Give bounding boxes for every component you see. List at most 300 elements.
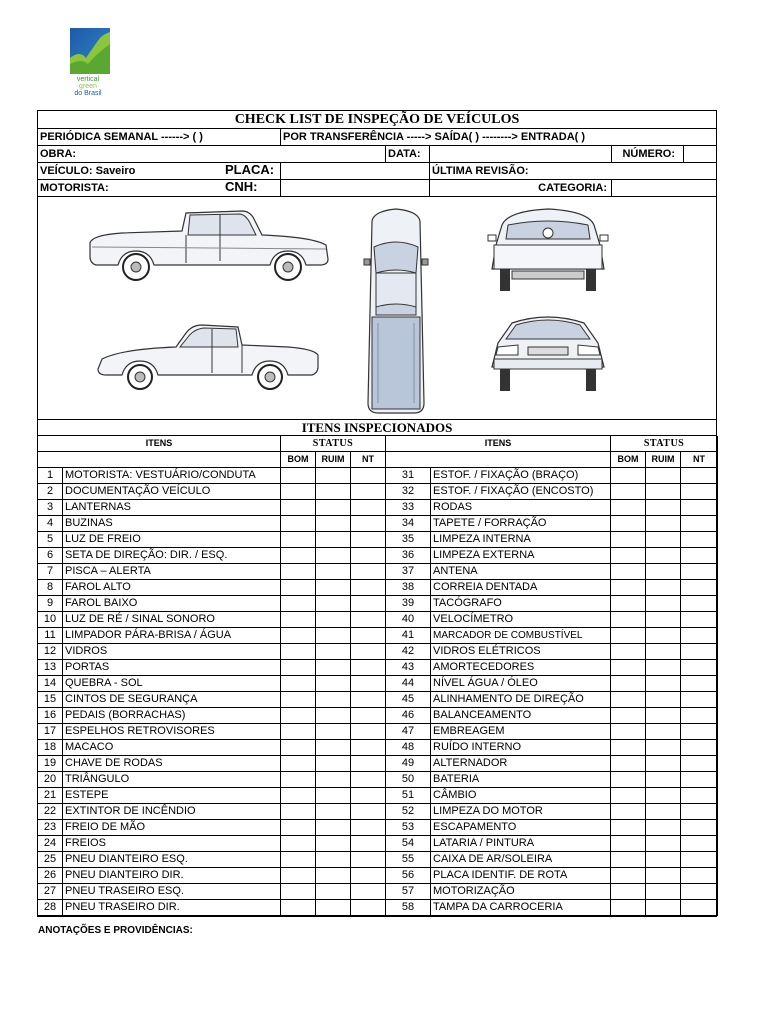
status-bom-checkbox[interactable] [611,756,646,772]
status-nt-checkbox[interactable] [681,708,718,724]
item-label: LUZ DE FREIO [63,532,281,548]
status-ruim-checkbox[interactable] [646,516,681,532]
status-ruim-checkbox[interactable] [646,788,681,804]
item-number: 16 [38,708,63,724]
item-number: 56 [386,868,431,884]
item-number: 44 [386,676,431,692]
company-logo [60,26,116,102]
categoria-field[interactable] [612,180,716,196]
status-ruim-checkbox[interactable] [646,900,681,916]
status-nt-checkbox[interactable] [351,884,386,900]
status-ruim-checkbox[interactable] [316,836,351,852]
status-bom-checkbox[interactable] [281,788,316,804]
status-nt-checkbox[interactable] [681,820,718,836]
obra-field[interactable]: OBRA: [38,146,386,162]
status-nt-checkbox[interactable] [681,740,718,756]
item-number: 41 [386,628,431,644]
status-ruim-checkbox[interactable] [646,836,681,852]
status-ruim-checkbox[interactable] [646,676,681,692]
status-ruim-checkbox[interactable] [316,644,351,660]
col-nt-left: NT [351,452,386,468]
status-nt-checkbox[interactable] [681,484,718,500]
status-nt-checkbox[interactable] [681,564,718,580]
item-number: 38 [386,580,431,596]
item-number: 31 [386,468,431,484]
table-row [38,676,718,692]
status-ruim-checkbox[interactable] [646,868,681,884]
item-label: MOTORIZAÇÃO [431,884,611,900]
motorista-field: MOTORISTA: [40,182,109,194]
vehicle-diagrams [38,197,716,420]
item-number: 3 [38,500,63,516]
status-ruim-checkbox[interactable] [646,596,681,612]
status-nt-checkbox[interactable] [681,836,718,852]
status-bom-checkbox[interactable] [611,836,646,852]
item-number: 28 [38,900,63,916]
item-label: CINTOS DE SEGURANÇA [63,692,281,708]
table-row [38,564,718,580]
item-label: ESTOF. / FIXAÇÃO (ENCOSTO) [431,484,611,500]
status-bom-checkbox[interactable] [611,788,646,804]
status-nt-checkbox[interactable] [681,692,718,708]
item-number: 14 [38,676,63,692]
items-section-title: ITENS INSPECIONADOS [38,420,716,436]
item-number: 39 [386,596,431,612]
item-number: 50 [386,772,431,788]
item-label: MARCADOR DE COMBUSTÍVEL [431,628,611,644]
item-label: LIMPEZA DO MOTOR [431,804,611,820]
status-ruim-checkbox[interactable] [316,740,351,756]
status-bom-checkbox[interactable] [611,692,646,708]
status-bom-checkbox[interactable] [611,708,646,724]
vehicle-rear-view-icon [478,205,618,295]
item-label: VIDROS [63,644,281,660]
status-ruim-checkbox[interactable] [646,644,681,660]
table-row [38,900,718,916]
status-nt-checkbox[interactable] [681,772,718,788]
col-ruim-left: RUIM [316,452,351,468]
item-label: AMORTECEDORES [431,660,611,676]
status-bom-checkbox[interactable] [281,900,316,916]
status-nt-checkbox[interactable] [681,644,718,660]
item-number: 51 [386,788,431,804]
status-bom-checkbox[interactable] [281,500,316,516]
item-number: 36 [386,548,431,564]
status-ruim-checkbox[interactable] [646,852,681,868]
item-number: 58 [386,900,431,916]
status-nt-checkbox[interactable] [351,820,386,836]
status-nt-checkbox[interactable] [351,676,386,692]
status-nt-checkbox[interactable] [351,484,386,500]
status-nt-checkbox[interactable] [351,740,386,756]
item-number: 10 [38,612,63,628]
status-ruim-checkbox[interactable] [316,596,351,612]
item-number: 53 [386,820,431,836]
status-nt-checkbox[interactable] [681,500,718,516]
cnh-label: CNH: [223,180,281,196]
status-nt-checkbox[interactable] [681,788,718,804]
status-nt-checkbox[interactable] [681,596,718,612]
table-row [38,516,718,532]
status-nt-checkbox[interactable] [681,628,718,644]
status-bom-checkbox[interactable] [611,884,646,900]
status-ruim-checkbox[interactable] [646,820,681,836]
status-ruim-checkbox[interactable] [646,548,681,564]
table-row [38,484,718,500]
status-ruim-checkbox[interactable] [316,884,351,900]
status-nt-checkbox[interactable] [681,516,718,532]
item-label: ESCAPAMENTO [431,820,611,836]
status-bom-checkbox[interactable] [281,628,316,644]
table-row [38,756,718,772]
placa-field[interactable] [281,163,430,179]
status-bom-checkbox[interactable] [611,772,646,788]
status-ruim-checkbox[interactable] [646,660,681,676]
table-row [38,868,718,884]
table-row [38,724,718,740]
checklist-form [37,110,717,917]
item-label: EMBREAGEM [431,724,611,740]
status-bom-checkbox[interactable] [611,900,646,916]
status-bom-checkbox[interactable] [611,660,646,676]
status-ruim-checkbox[interactable] [316,900,351,916]
table-row [38,644,718,660]
status-ruim-checkbox[interactable] [316,804,351,820]
item-label: FAROL BAIXO [63,596,281,612]
status-nt-checkbox[interactable] [681,676,718,692]
item-label: CORREIA DENTADA [431,580,611,596]
status-bom-checkbox[interactable] [611,548,646,564]
item-number: 54 [386,836,431,852]
status-nt-checkbox[interactable] [351,644,386,660]
status-nt-checkbox[interactable] [351,516,386,532]
col-itens-right: ITENS [386,436,611,452]
status-ruim-checkbox[interactable] [316,548,351,564]
status-nt-checkbox[interactable] [351,692,386,708]
item-label: CÂMBIO [431,788,611,804]
item-number: 42 [386,644,431,660]
item-label: RUÍDO INTERNO [431,740,611,756]
col-itens-left: ITENS [38,436,281,452]
item-label: PNEU DIANTEIRO ESQ. [63,852,281,868]
item-number: 19 [38,756,63,772]
status-ruim-checkbox[interactable] [646,804,681,820]
data-field[interactable] [430,146,612,162]
status-nt-checkbox[interactable] [351,564,386,580]
status-nt-checkbox[interactable] [681,900,718,916]
table-row [38,612,718,628]
status-nt-checkbox[interactable] [681,612,718,628]
numero-field[interactable] [684,146,716,162]
item-label: BUZINAS [63,516,281,532]
status-bom-checkbox[interactable] [281,676,316,692]
item-label: RODAS [431,500,611,516]
item-label: PEDAIS (BORRACHAS) [63,708,281,724]
notes-label: ANOTAÇÕES E PROVIDÊNCIAS: [38,925,193,936]
status-nt-checkbox[interactable] [351,500,386,516]
item-label: ESTOF. / FIXAÇÃO (BRAÇO) [431,468,611,484]
header-row-4 [38,180,716,197]
header-row-1 [38,129,716,146]
status-nt-checkbox[interactable] [681,724,718,740]
cnh-field[interactable] [281,180,430,196]
status-nt-checkbox[interactable] [351,708,386,724]
status-bom-checkbox[interactable] [611,804,646,820]
table-header-row-2 [38,452,718,468]
item-number: 32 [386,484,431,500]
placa-label: PLACA: [223,163,281,179]
item-label: ALINHAMENTO DE DIREÇÃO [431,692,611,708]
status-nt-checkbox[interactable] [681,468,718,484]
status-ruim-checkbox[interactable] [646,468,681,484]
table-header-row-1 [38,436,718,452]
status-bom-checkbox[interactable] [281,532,316,548]
status-nt-checkbox[interactable] [351,836,386,852]
item-number: 49 [386,756,431,772]
status-bom-checkbox[interactable] [611,724,646,740]
status-bom-checkbox[interactable] [281,660,316,676]
status-ruim-checkbox[interactable] [316,772,351,788]
status-ruim-checkbox[interactable] [646,628,681,644]
status-ruim-checkbox[interactable] [646,532,681,548]
status-bom-checkbox[interactable] [281,564,316,580]
status-bom-checkbox[interactable] [281,724,316,740]
status-ruim-checkbox[interactable] [646,500,681,516]
table-row [38,836,718,852]
table-row [38,884,718,900]
status-ruim-checkbox[interactable] [316,484,351,500]
status-bom-checkbox[interactable] [611,516,646,532]
status-bom-checkbox[interactable] [281,612,316,628]
item-label: MOTORISTA: VESTUÁRIO/CONDUTA [63,468,281,484]
item-label: FREIOS [63,836,281,852]
status-bom-checkbox[interactable] [611,596,646,612]
header-row-2 [38,146,716,163]
status-bom-checkbox[interactable] [281,804,316,820]
status-bom-checkbox[interactable] [281,692,316,708]
item-label: FAROL ALTO [63,580,281,596]
item-number: 40 [386,612,431,628]
status-bom-checkbox[interactable] [611,532,646,548]
status-nt-checkbox[interactable] [351,580,386,596]
empty-cell [386,452,611,468]
status-nt-checkbox[interactable] [351,548,386,564]
item-number: 7 [38,564,63,580]
status-bom-checkbox[interactable] [281,644,316,660]
status-ruim-checkbox[interactable] [316,820,351,836]
item-number: 11 [38,628,63,644]
status-bom-checkbox[interactable] [281,516,316,532]
status-nt-checkbox[interactable] [351,532,386,548]
numero-label: NÚMERO: [612,146,684,162]
status-ruim-checkbox[interactable] [646,724,681,740]
status-bom-checkbox[interactable] [281,868,316,884]
table-row [38,820,718,836]
status-nt-checkbox[interactable] [351,724,386,740]
item-number: 23 [38,820,63,836]
vehicle-side-view-left-icon [82,205,332,285]
item-label: ALTERNADOR [431,756,611,772]
status-ruim-checkbox[interactable] [316,500,351,516]
status-ruim-checkbox[interactable] [316,612,351,628]
status-nt-checkbox[interactable] [681,884,718,900]
status-bom-checkbox[interactable] [281,852,316,868]
item-label: ESPELHOS RETROVISORES [63,724,281,740]
status-bom-checkbox[interactable] [611,852,646,868]
status-bom-checkbox[interactable] [281,484,316,500]
item-number: 47 [386,724,431,740]
status-bom-checkbox[interactable] [281,884,316,900]
status-bom-checkbox[interactable] [281,756,316,772]
periodica-field[interactable]: PERIÓDICA SEMANAL ------> ( ) [38,129,281,145]
item-number: 9 [38,596,63,612]
vehicle-side-view-right-icon [92,315,322,395]
status-ruim-checkbox[interactable] [316,516,351,532]
table-row [38,692,718,708]
status-bom-checkbox[interactable] [281,548,316,564]
status-nt-checkbox[interactable] [351,660,386,676]
veiculo-field: VEÍCULO: Saveiro [40,165,136,177]
status-nt-checkbox[interactable] [681,756,718,772]
status-ruim-checkbox[interactable] [316,660,351,676]
item-number: 37 [386,564,431,580]
item-label: DOCUMENTAÇÃO VEÍCULO [63,484,281,500]
status-ruim-checkbox[interactable] [316,756,351,772]
status-ruim-checkbox[interactable] [316,868,351,884]
status-ruim-checkbox[interactable] [646,772,681,788]
status-ruim-checkbox[interactable] [646,580,681,596]
status-bom-checkbox[interactable] [611,580,646,596]
status-ruim-checkbox[interactable] [316,468,351,484]
status-nt-checkbox[interactable] [351,804,386,820]
status-ruim-checkbox[interactable] [316,708,351,724]
status-bom-checkbox[interactable] [611,644,646,660]
status-ruim-checkbox[interactable] [316,564,351,580]
status-ruim-checkbox[interactable] [646,756,681,772]
item-number: 34 [386,516,431,532]
status-ruim-checkbox[interactable] [646,484,681,500]
table-row [38,660,718,676]
table-row [38,772,718,788]
status-nt-checkbox[interactable] [351,852,386,868]
status-bom-checkbox[interactable] [281,596,316,612]
status-bom-checkbox[interactable] [611,676,646,692]
status-bom-checkbox[interactable] [281,740,316,756]
status-ruim-checkbox[interactable] [646,612,681,628]
status-nt-checkbox[interactable] [681,804,718,820]
status-bom-checkbox[interactable] [281,580,316,596]
table-row [38,708,718,724]
col-ruim-right: RUIM [646,452,681,468]
table-row [38,468,718,484]
status-ruim-checkbox[interactable] [646,564,681,580]
status-nt-checkbox[interactable] [351,468,386,484]
status-ruim-checkbox[interactable] [646,692,681,708]
status-ruim-checkbox[interactable] [316,692,351,708]
status-bom-checkbox[interactable] [611,468,646,484]
table-row [38,532,718,548]
item-label: LIMPEZA EXTERNA [431,548,611,564]
col-status-right: STATUS [611,436,718,452]
status-ruim-checkbox[interactable] [316,628,351,644]
item-label: LUZ DE RÉ / SINAL SONORO [63,612,281,628]
item-number: 57 [386,884,431,900]
item-number: 43 [386,660,431,676]
status-nt-checkbox[interactable] [681,660,718,676]
item-number: 1 [38,468,63,484]
status-nt-checkbox[interactable] [351,612,386,628]
status-nt-checkbox[interactable] [351,868,386,884]
status-bom-checkbox[interactable] [281,772,316,788]
status-bom-checkbox[interactable] [611,564,646,580]
status-bom-checkbox[interactable] [611,740,646,756]
status-ruim-checkbox[interactable] [646,884,681,900]
status-nt-checkbox[interactable] [351,596,386,612]
transferencia-field[interactable]: POR TRANSFERÊNCIA -----> SAÍDA( ) --------> ENTRADA( ) [283,131,586,143]
status-nt-checkbox[interactable] [351,756,386,772]
status-bom-checkbox[interactable] [281,468,316,484]
table-row [38,804,718,820]
status-nt-checkbox[interactable] [351,788,386,804]
item-number: 24 [38,836,63,852]
item-number: 18 [38,740,63,756]
status-nt-checkbox[interactable] [351,628,386,644]
status-ruim-checkbox[interactable] [646,708,681,724]
status-nt-checkbox[interactable] [681,868,718,884]
status-ruim-checkbox[interactable] [316,580,351,596]
item-number: 4 [38,516,63,532]
status-bom-checkbox[interactable] [611,820,646,836]
status-nt-checkbox[interactable] [351,900,386,916]
status-bom-checkbox[interactable] [611,484,646,500]
status-bom-checkbox[interactable] [281,836,316,852]
item-number: 48 [386,740,431,756]
item-number: 13 [38,660,63,676]
status-bom-checkbox[interactable] [281,708,316,724]
status-bom-checkbox[interactable] [611,868,646,884]
empty-cell [38,452,281,468]
item-label: TRIÂNGULO [63,772,281,788]
item-label: LANTERNAS [63,500,281,516]
status-nt-checkbox[interactable] [681,548,718,564]
item-label: LATARIA / PINTURA [431,836,611,852]
status-ruim-checkbox[interactable] [316,788,351,804]
status-ruim-checkbox[interactable] [316,532,351,548]
table-row [38,740,718,756]
status-nt-checkbox[interactable] [681,580,718,596]
status-ruim-checkbox[interactable] [316,852,351,868]
ultima-revisao-field[interactable]: ÚLTIMA REVISÃO: [432,165,529,177]
logo-mark-icon [70,28,110,74]
status-ruim-checkbox[interactable] [316,724,351,740]
status-bom-checkbox[interactable] [611,612,646,628]
table-row [38,596,718,612]
form-title: CHECK LIST DE INSPEÇÃO DE VEÍCULOS [38,111,716,129]
logo-line-2: green [79,83,97,90]
item-number: 26 [38,868,63,884]
status-bom-checkbox[interactable] [611,628,646,644]
status-nt-checkbox[interactable] [681,852,718,868]
status-nt-checkbox[interactable] [351,772,386,788]
status-bom-checkbox[interactable] [611,500,646,516]
vehicle-top-view-icon [360,207,432,417]
item-number: 21 [38,788,63,804]
status-bom-checkbox[interactable] [281,820,316,836]
data-label: DATA: [386,146,430,162]
status-ruim-checkbox[interactable] [316,676,351,692]
status-ruim-checkbox[interactable] [646,740,681,756]
status-nt-checkbox[interactable] [681,532,718,548]
